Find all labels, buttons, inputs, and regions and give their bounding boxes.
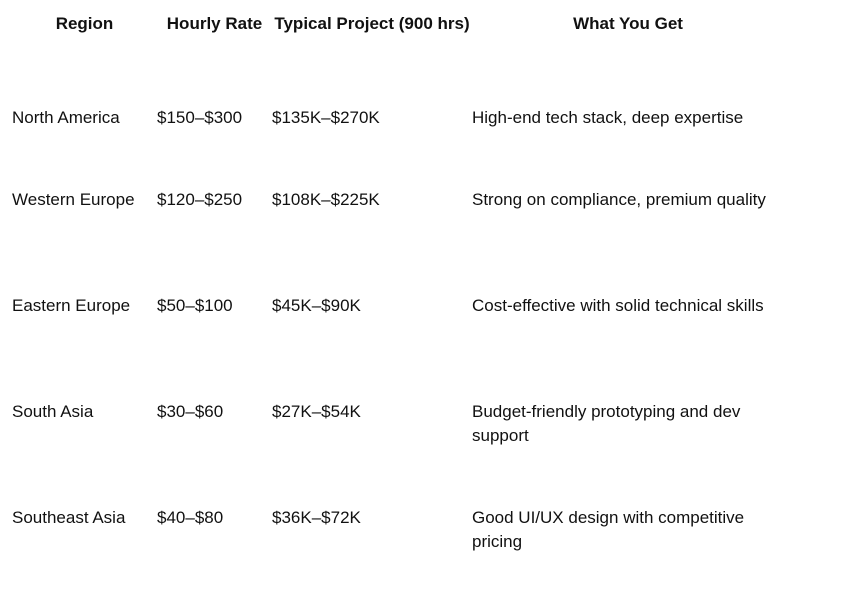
table-header xyxy=(12,0,784,94)
cell-what-you-get: Good UI/UX design with competitive pricing xyxy=(472,508,745,551)
table-row xyxy=(12,176,784,282)
regional-rates-table xyxy=(12,0,784,590)
cell-hourly-rate: $150–$300 xyxy=(157,108,243,127)
cell-what-you-get: Cost-effective with solid technical skills xyxy=(472,296,764,315)
cell-region: South Asia xyxy=(12,402,94,421)
table-row xyxy=(12,282,784,388)
cell-region: Southeast Asia xyxy=(12,508,126,527)
cell-hourly-rate: $120–$250 xyxy=(157,190,243,209)
table-row xyxy=(12,94,784,176)
cell-hourly-rate: $50–$100 xyxy=(157,296,233,315)
cell-what-you-get: Strong on compliance, premium quality xyxy=(472,190,766,209)
cell-region: Eastern Europe xyxy=(12,296,131,315)
header-typical-project: Typical Project (900 hrs) xyxy=(274,14,470,33)
header-hourly-rate: Hourly Rate xyxy=(166,14,263,33)
cell-typical-project: $45K–$90K xyxy=(272,296,361,315)
table-row xyxy=(12,388,784,494)
header-region: Region xyxy=(55,14,114,33)
cell-typical-project: $135K–$270K xyxy=(272,108,380,127)
cell-typical-project: $36K–$72K xyxy=(272,508,361,527)
cell-what-you-get: Budget-friendly prototyping and dev support xyxy=(472,402,741,445)
cell-region: Western Europe xyxy=(12,190,135,209)
cell-typical-project: $27K–$54K xyxy=(272,402,361,421)
table-body xyxy=(12,94,784,590)
cell-hourly-rate: $30–$60 xyxy=(157,402,224,421)
table-row xyxy=(12,494,784,590)
cell-hourly-rate: $40–$80 xyxy=(157,508,224,527)
cell-what-you-get: High-end tech stack, deep expertise xyxy=(472,108,744,127)
cell-region: North America xyxy=(12,108,120,127)
cell-typical-project: $108K–$225K xyxy=(272,190,380,209)
header-row xyxy=(12,0,784,94)
header-what-you-get: What You Get xyxy=(573,14,683,33)
